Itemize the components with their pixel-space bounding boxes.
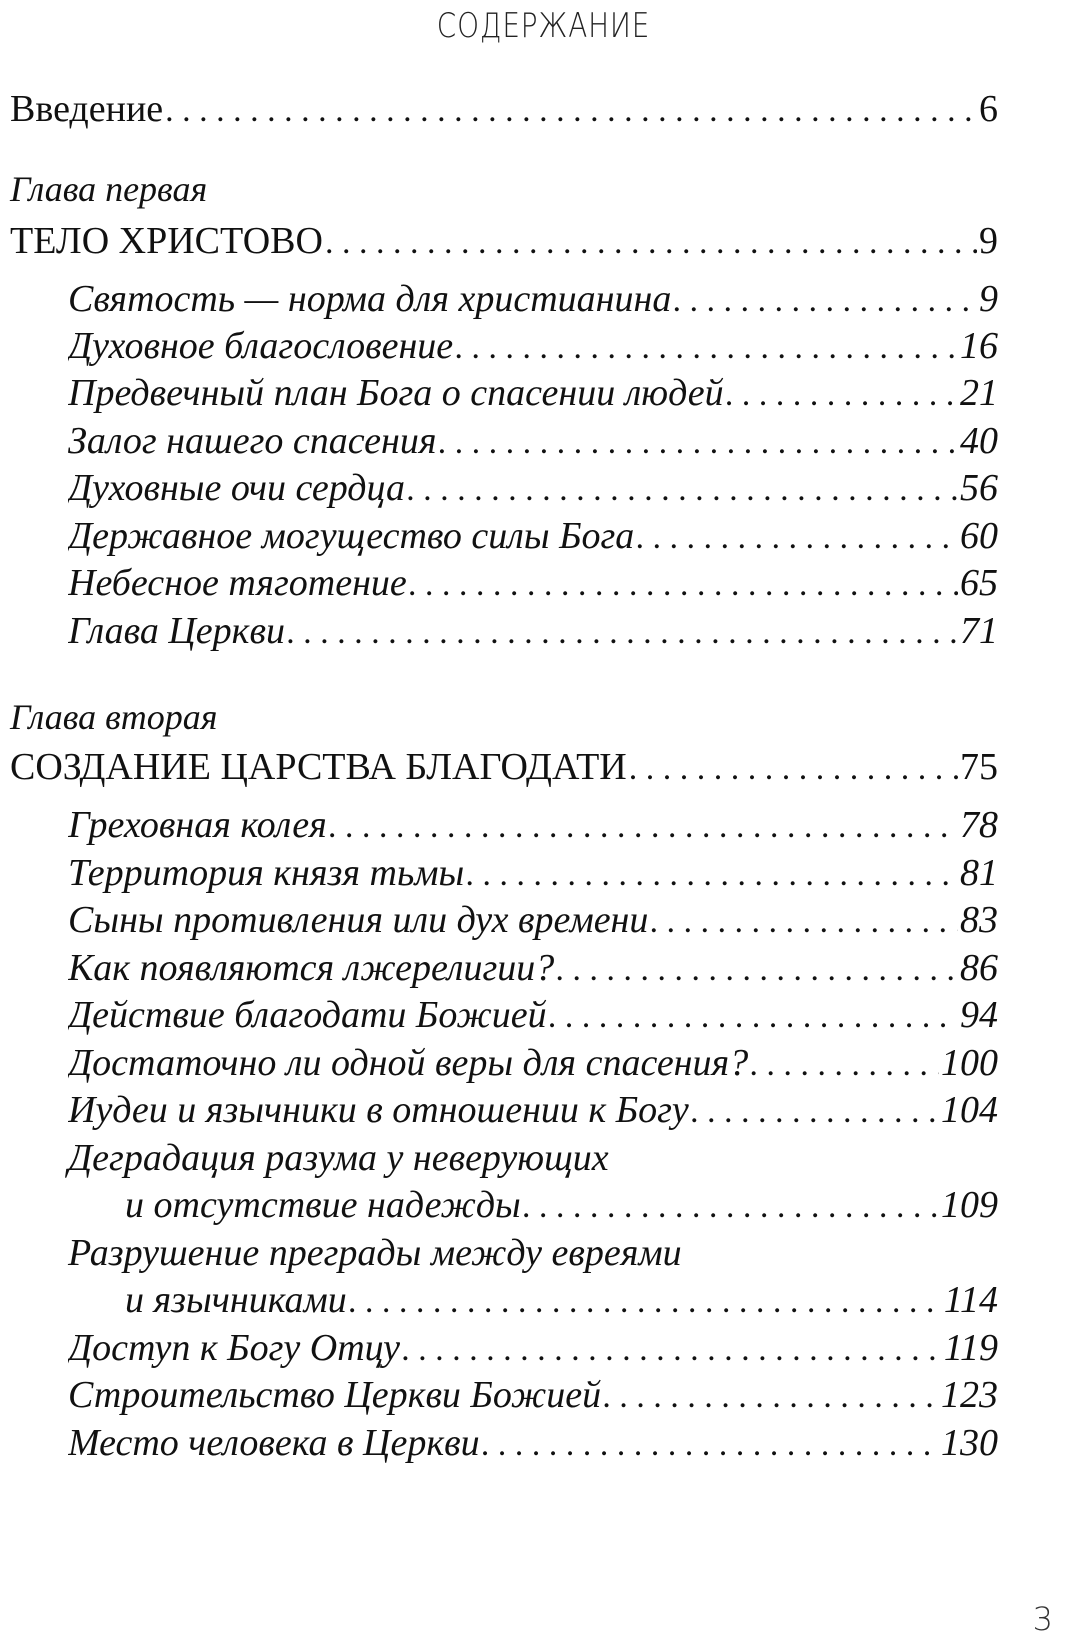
toc-entry-label: и язычниками — [125, 1279, 347, 1321]
toc-entry-label: Введение — [10, 88, 164, 130]
dot-leader — [636, 515, 958, 561]
toc-section[interactable] — [68, 1372, 998, 1420]
toc-page-number: 119 — [943, 1327, 998, 1369]
dot-leader — [165, 88, 977, 134]
dot-leader — [407, 467, 958, 513]
toc-section[interactable] — [68, 945, 998, 993]
toc-entry-label: Глава Церкви — [68, 610, 285, 652]
toc-page-number: 56 — [960, 467, 998, 509]
dot-leader — [439, 420, 958, 466]
dot-leader — [329, 804, 958, 850]
dot-leader — [673, 278, 977, 324]
toc-page-number: 21 — [960, 372, 998, 414]
toc-page-number: 114 — [943, 1279, 998, 1321]
toc-section[interactable] — [68, 992, 998, 1040]
toc-page-number: 78 — [960, 804, 998, 846]
toc-section-line1[interactable]: Деградация разума у неверующих — [68, 1137, 609, 1179]
dot-leader — [482, 1422, 939, 1468]
dot-leader — [629, 746, 958, 792]
dot-leader — [325, 220, 977, 266]
toc-page-number: 40 — [960, 420, 998, 462]
toc-entry-label: и отсутствие надежды — [125, 1184, 521, 1226]
toc-section[interactable] — [125, 1277, 998, 1325]
toc-page-number: 94 — [960, 994, 998, 1036]
dot-leader — [750, 1042, 939, 1088]
toc-page-number: 60 — [960, 515, 998, 557]
toc-section[interactable] — [68, 465, 998, 513]
dot-leader — [409, 562, 958, 608]
toc-entry-label: СОЗДАНИЕ ЦАРСТВА БЛАГОДАТИ — [10, 746, 627, 788]
toc-section[interactable] — [68, 608, 998, 656]
toc-page-number: 86 — [960, 947, 998, 989]
toc-entry-label: Иудеи и язычники в отношении к Богу — [68, 1089, 689, 1131]
toc-page-number: 71 — [960, 610, 998, 652]
toc-page-number: 75 — [960, 746, 998, 788]
chapter-label: Глава первая — [10, 169, 208, 209]
dot-leader — [455, 325, 958, 371]
toc-page-number: 83 — [960, 899, 998, 941]
toc-entry-label: Греховная колея — [68, 804, 327, 846]
toc-entry-label: Действие благодати Божией — [68, 994, 547, 1036]
toc-entry-label: Державное могущество силы Бога — [68, 515, 635, 557]
toc-section[interactable] — [68, 1325, 998, 1373]
toc-entry-label: Небесное тяготение — [68, 562, 407, 604]
dot-leader — [650, 899, 958, 945]
toc-section[interactable] — [68, 323, 998, 371]
toc-entry-intro[interactable] — [10, 86, 998, 134]
toc-entry-label: Место человека в Церкви — [68, 1422, 480, 1464]
toc-entry-label: Святость — норма для христианина — [68, 278, 672, 320]
toc-chapter-title[interactable] — [10, 744, 998, 792]
dot-leader — [287, 610, 958, 656]
toc-section[interactable] — [68, 513, 998, 561]
toc-entry-label: Духовное благословение — [68, 325, 454, 367]
toc-section[interactable] — [68, 897, 998, 945]
toc-entry-label: Сыны противления или дух времени — [68, 899, 649, 941]
dot-leader — [402, 1327, 942, 1373]
toc-entry-label: Духовные очи сердца — [68, 467, 405, 509]
dot-leader — [466, 852, 958, 898]
dot-leader — [691, 1089, 939, 1135]
toc-section[interactable] — [68, 1040, 998, 1088]
toc-page-number: 16 — [960, 325, 998, 367]
toc-page-number: 65 — [960, 562, 998, 604]
toc-entry-label: Достаточно ли одной веры для спасения? — [68, 1042, 749, 1084]
toc-page-number: 123 — [941, 1374, 998, 1416]
toc-section[interactable] — [68, 1087, 998, 1135]
toc-page-number: 9 — [979, 220, 998, 262]
toc-page-number: 109 — [941, 1184, 998, 1226]
page-number-folio: 3 — [1032, 1600, 1053, 1638]
toc-entry-label: Предвечный план Бога о спасении людей — [68, 372, 724, 414]
toc-section-line1[interactable]: Разрушение преграды между евреями — [68, 1232, 682, 1274]
toc-page-number: 104 — [941, 1089, 998, 1131]
toc-entry-label: Территория князя тьмы — [68, 852, 465, 894]
chapter-label: Глава вторая — [10, 697, 218, 737]
dot-leader — [556, 947, 958, 993]
toc-entry-label: Доступ к Богу Отцу — [68, 1327, 401, 1369]
dot-leader — [349, 1279, 942, 1325]
toc-entry-label: ТЕЛО ХРИСТОВО — [10, 220, 323, 262]
dot-leader — [523, 1184, 939, 1230]
toc-page-number: 130 — [941, 1422, 998, 1464]
toc-chapter-title[interactable] — [10, 218, 998, 266]
toc-entry-label: Залог нашего спасения — [68, 420, 437, 462]
page-title: СОДЕРЖАНИЕ — [436, 6, 651, 46]
toc-entry-label: Строительство Церкви Божией — [68, 1374, 602, 1416]
dot-leader — [726, 372, 958, 418]
toc-page-number: 81 — [960, 852, 998, 894]
toc-section[interactable] — [68, 802, 998, 850]
dot-leader — [549, 994, 958, 1040]
toc-page-number: 6 — [979, 88, 998, 130]
toc-section[interactable] — [68, 850, 998, 898]
toc-section[interactable] — [68, 370, 998, 418]
toc-section[interactable] — [68, 560, 998, 608]
dot-leader — [603, 1374, 939, 1420]
toc-section[interactable] — [68, 418, 998, 466]
toc-section[interactable] — [68, 276, 998, 324]
toc-section[interactable] — [125, 1182, 998, 1230]
toc-section[interactable] — [68, 1420, 998, 1468]
toc-page-number: 100 — [941, 1042, 998, 1084]
toc-page-number: 9 — [979, 278, 998, 320]
toc-entry-label: Как появляются лжерелигии? — [68, 947, 555, 989]
